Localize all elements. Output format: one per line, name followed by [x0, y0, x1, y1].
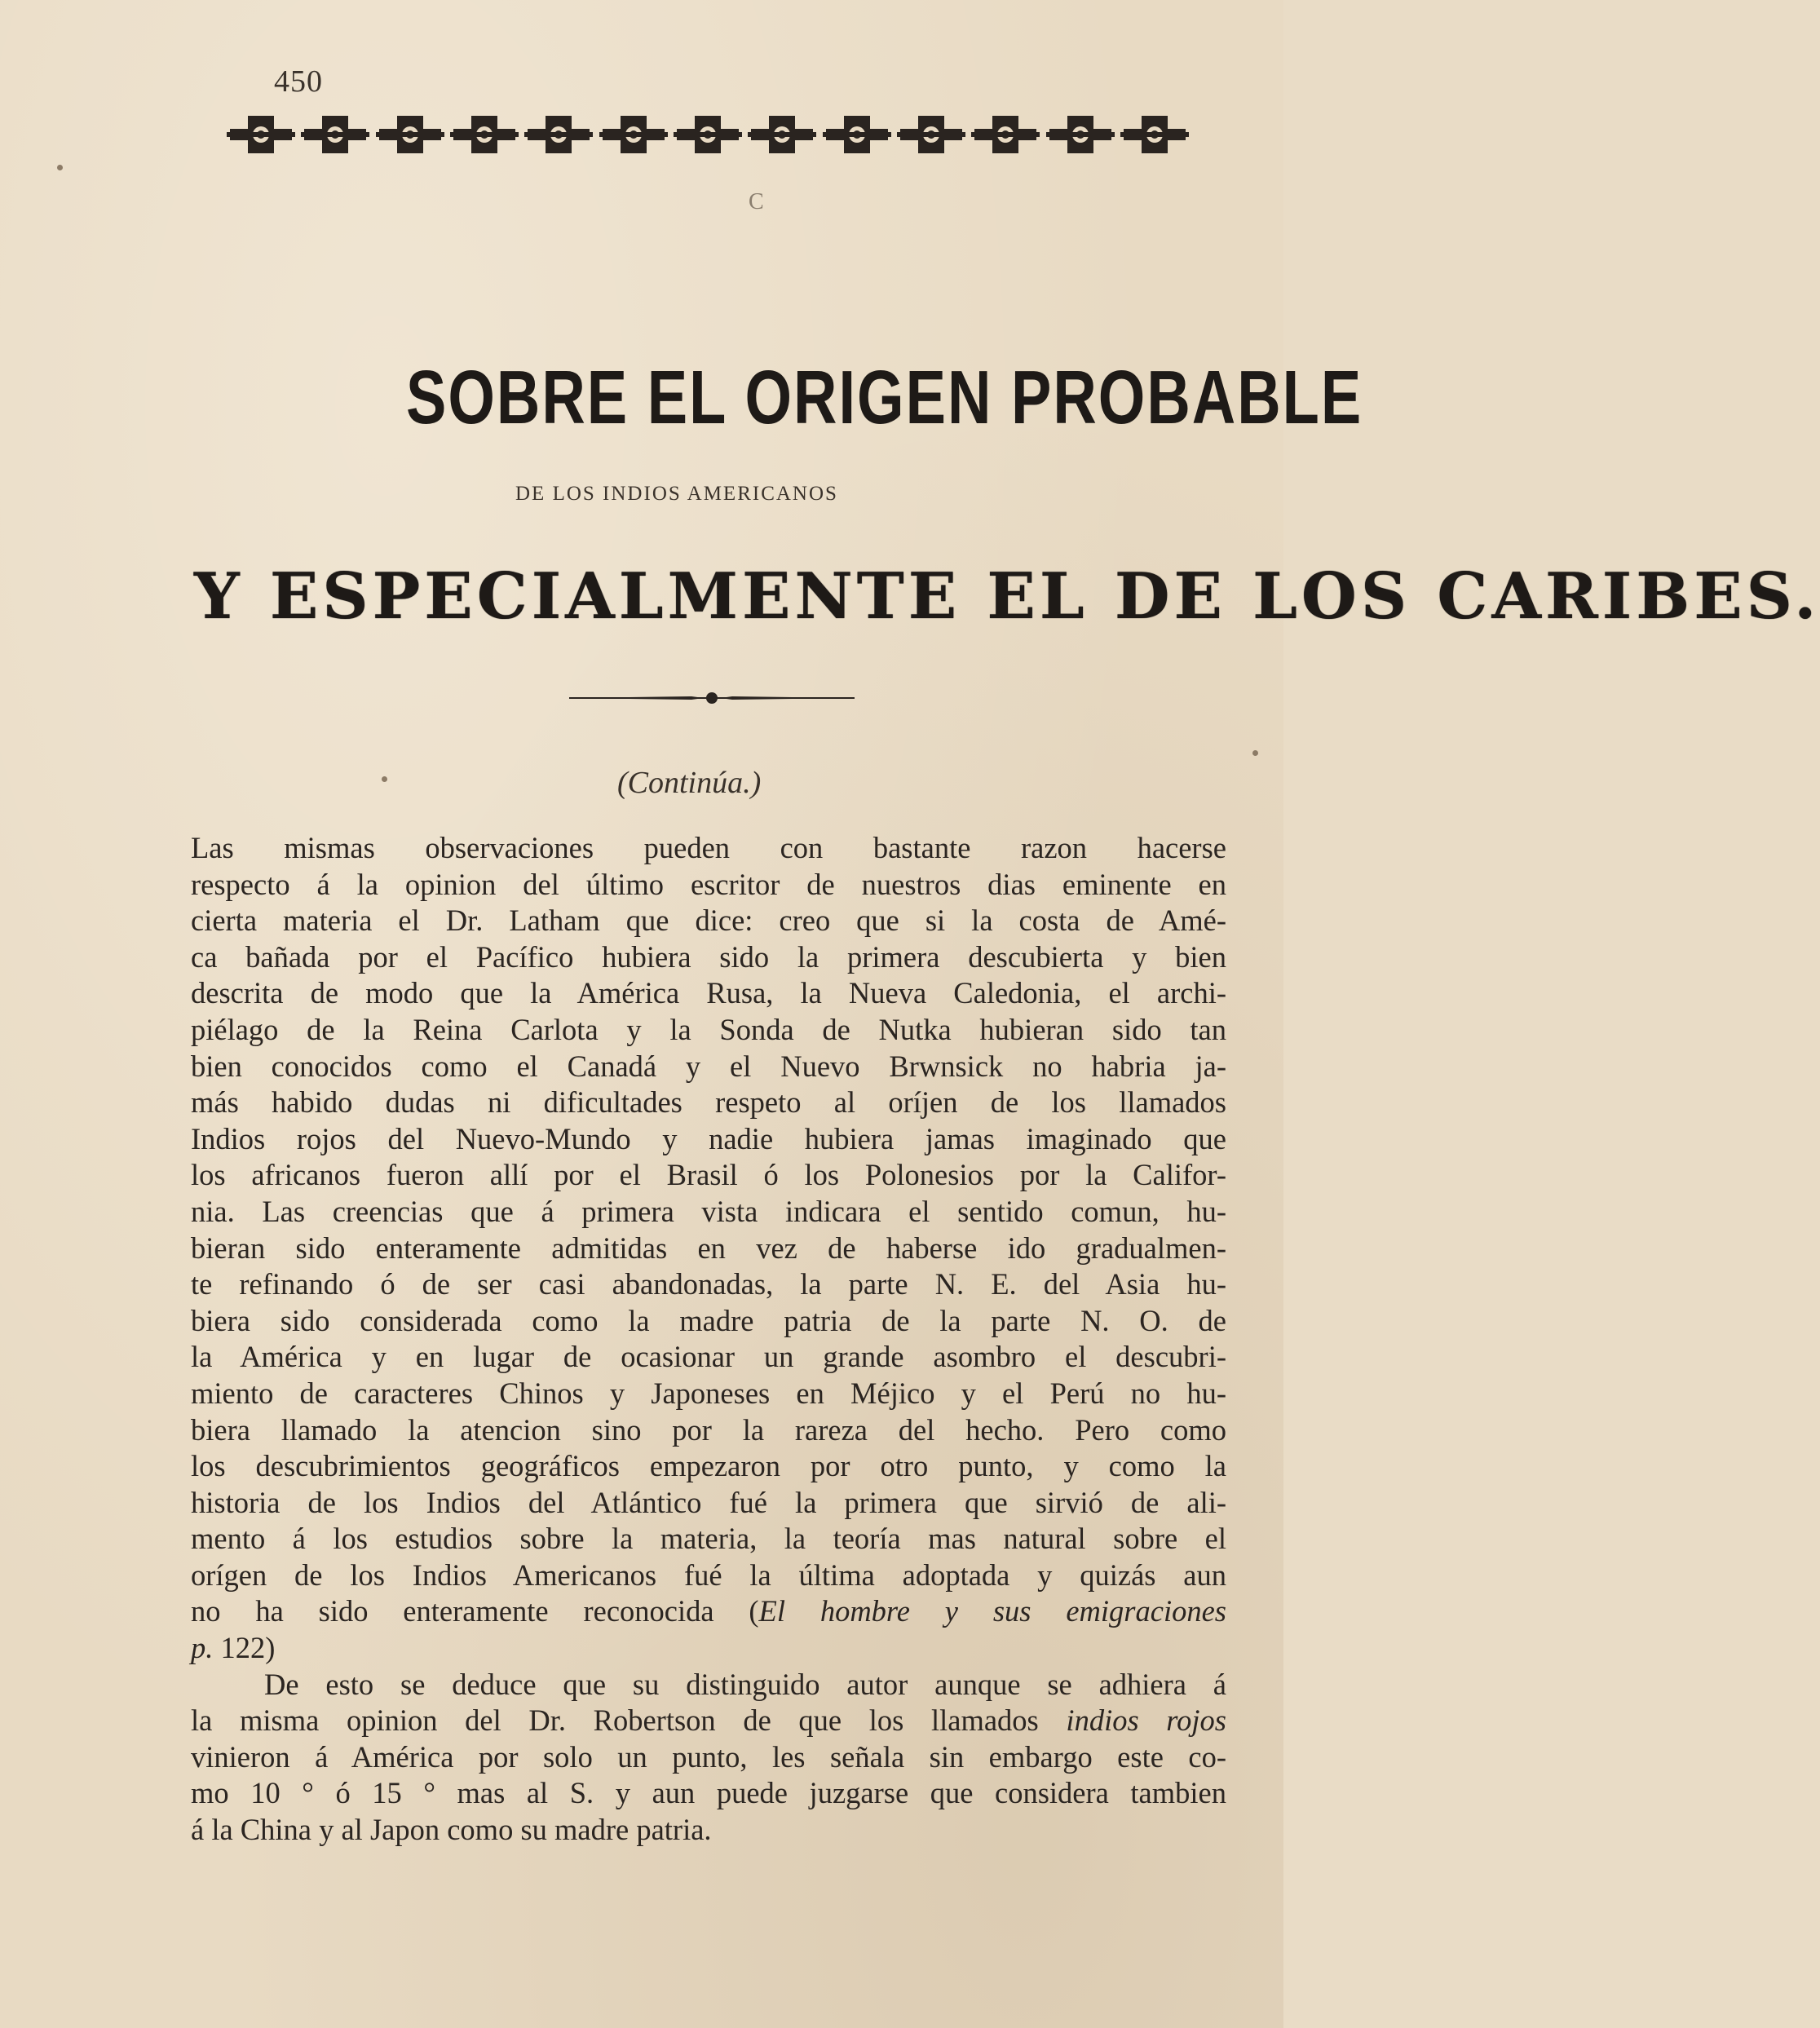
italic-citation: El hombre y sus emigraciones — [758, 1594, 1226, 1628]
text-line: mento á los estudios sobre la materia, la teoría mas natural sobre el — [191, 1522, 1226, 1556]
text-line: historia de los Indios del Atlántico fué la primera que sirvió de ali- — [191, 1485, 1226, 1519]
paper-speck — [57, 165, 63, 170]
divider-ornament-icon — [569, 690, 855, 706]
text-line: bieran sido enteramente admitidas en vez de haberse ido gradualmen- — [191, 1230, 1226, 1265]
ornament-icon — [450, 109, 519, 160]
text-line: ca bañada por el Pacífico hubiera sido la primera descubierta y bien — [191, 939, 1226, 974]
stray-mark: C — [749, 189, 764, 214]
italic-citation: p. — [191, 1631, 214, 1665]
article-subtitle: DE LOS INDIOS AMERICANOS — [515, 483, 838, 505]
text-segment: la misma opinion del Dr. Robertson de que los llamados — [191, 1703, 1067, 1738]
ornament-icon — [376, 109, 444, 160]
text-line: Las mismas observaciones pueden con bastante razon hacerse — [191, 831, 1226, 864]
continued-note: (Continúa.) — [617, 766, 762, 800]
ornament-icon — [823, 109, 891, 160]
text-line: los africanos fueron allí por el Brasil ó los Polonesios por la Califor- — [191, 1158, 1226, 1192]
page-number: 450 — [274, 64, 323, 99]
ornamental-header-band — [227, 104, 1189, 165]
article-title-line-2: Y ESPECIALMENTE EL DE LOS CARIBES. — [194, 559, 1820, 634]
text-line — [191, 1593, 1226, 1630]
text-line: miento de caracteres Chinos y Japoneses en Méjico y el Perú no hu- — [191, 1376, 1226, 1410]
text-line: te refinando ó de ser casi abandonadas, la parte N. E. del Asia hu- — [191, 1267, 1226, 1301]
ornament-icon — [1046, 109, 1115, 160]
ornament-icon — [1120, 109, 1189, 160]
paper-speck — [1252, 750, 1258, 756]
ornament-icon — [301, 109, 369, 160]
text-line: De esto se deduce que su distinguido autor aunque se adhiera á — [264, 1667, 1226, 1701]
text-segment: no ha sido enteramente reconocida ( — [191, 1594, 759, 1628]
text-line: respecto á la opinion del último escritor de nuestros dias eminente en — [191, 867, 1226, 901]
article-title: SOBRE EL ORIGEN PROBABLE — [406, 355, 1363, 440]
italic-citation: indios rojos — [1066, 1703, 1226, 1738]
text-line: vinieron á América por solo un punto, les señala sin embargo este co- — [191, 1739, 1226, 1774]
text-line: piélago de la Reina Carlota y la Sonda de Nutka hubieran sido tan — [191, 1012, 1226, 1046]
paper-speck — [382, 776, 387, 782]
text-line: orígen de los Indios Americanos fué la última adoptada y quizás aun — [191, 1557, 1226, 1592]
ornament-icon — [599, 109, 668, 160]
text-line — [191, 1630, 1226, 1667]
ornament-icon — [674, 109, 742, 160]
text-line: bien conocidos como el Canadá y el Nuevo Brwnsick no habria ja- — [191, 1049, 1226, 1083]
text-line: descrita de modo que la América Rusa, la Nueva Caledonia, el archi- — [191, 976, 1226, 1010]
text-line: biera llamado la atencion sino por la rareza del hecho. Pero como — [191, 1412, 1226, 1447]
text-line: á la China y al Japon como su madre patria. — [191, 1813, 712, 1847]
ornament-icon — [897, 109, 965, 160]
text-line: biera sido considerada como la madre patria de la parte N. O. de — [191, 1303, 1226, 1337]
ornament-icon — [748, 109, 816, 160]
text-line: Indios rojos del Nuevo-Mundo y nadie hubiera jamas imaginado que — [191, 1121, 1226, 1155]
ornament-icon — [524, 109, 593, 160]
text-line: más habido dudas ni dificultades respeto al oríjen de los llamados — [191, 1085, 1226, 1120]
article-body — [191, 830, 1226, 1849]
text-line: los descubrimientos geográficos empezaron por otro punto, y como la — [191, 1449, 1226, 1483]
ornament-icon — [227, 109, 295, 160]
text-segment: 122) — [213, 1631, 276, 1665]
text-line — [191, 1703, 1226, 1739]
ornament-icon — [971, 109, 1040, 160]
text-line: cierta materia el Dr. Latham que dice: creo que si la costa de Amé- — [191, 904, 1226, 938]
text-line: nia. Las creencias que á primera vista indicara el sentido comun, hu- — [191, 1194, 1226, 1228]
text-line: mo 10 ° ó 15 ° mas al S. y aun puede juzgarse que considera tambien — [191, 1776, 1226, 1810]
text-line: la América y en lugar de ocasionar un grande asombro el descubri- — [191, 1340, 1226, 1374]
